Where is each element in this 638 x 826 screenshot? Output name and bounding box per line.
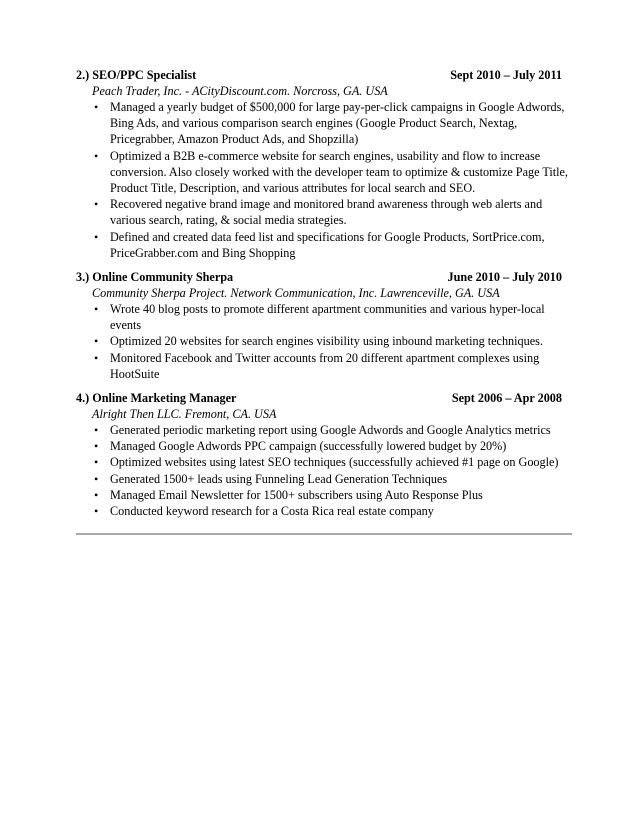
job-entry-online-community-sherpa [76,269,572,382]
bullet-text: Generated periodic marketing report using Google Adwords and Google Analytics metrics [110,423,551,438]
job-dates: Sept 2010 – July 2011 [450,68,562,82]
job-bullet-list [76,301,572,382]
job-header [76,390,572,406]
bullet-icon: • [94,302,99,317]
job-title: 4.) Online Marketing Manager [76,391,237,406]
list-item [94,471,572,487]
job-bullet-list [76,422,572,519]
resume-page [76,67,572,527]
company-line: Peach Trader, Inc. - ACityDiscount.com. Norcross, GA. USA [92,84,388,98]
bullet-text: Recovered negative brand image and monitored brand awareness through web alerts and various search, rating, & social media strategies. [110,197,543,228]
job-header [76,269,572,285]
job-entry-seo-ppc-specialist [76,67,572,261]
bullet-icon: • [94,487,99,502]
bullet-icon: • [94,504,99,519]
list-item [94,350,572,382]
bullet-text: Optimized websites using latest SEO techniques (successfully achieved #1 page on Google) [110,455,559,470]
job-entry-online-marketing-manager [76,390,572,519]
bullet-icon: • [94,350,99,365]
bullet-icon: • [94,455,99,470]
list-item [94,422,572,438]
job-dates: June 2010 – July 2010 [447,270,562,285]
bullet-icon: • [94,148,99,163]
list-item [94,438,572,454]
list-item [94,503,572,519]
bullet-icon: • [94,100,99,114]
job-dates: Sept 2006 – Apr 2008 [451,391,562,406]
bullet-text: Generated 1500+ leads using Funneling Lead Generation Techniques [110,471,448,486]
bullet-icon: • [94,439,99,454]
list-item [94,99,572,148]
list-item [94,196,572,228]
job-title: 2.) SEO/PPC Specialist [76,68,197,82]
company-line: Community Sherpa Project. Network Communication, Inc. Lawrenceville, GA. USA [92,286,500,301]
bullet-icon: • [94,197,99,212]
bullet-text: Defined and created data feed list and specifications for Google Products, SortPrice.com, PriceGrabber.com and Bing Shopping [110,229,545,260]
company-line: Alright Then LLC. Fremont, CA. USA [92,407,277,422]
list-item [94,454,572,470]
bullet-text: Conducted keyword research for a Costa Rica real estate company [110,504,434,519]
job-bullet-list [76,99,572,261]
list-item [94,301,572,333]
bullet-text: Wrote 40 blog posts to promote different apartment communities and various hyper-local events [110,302,545,333]
bullet-icon: • [94,229,99,244]
bullet-text: Optimized 20 websites for search engines visibility using inbound marketing techniques. [110,334,543,349]
section-divider [76,533,572,535]
list-item [94,229,572,261]
bullet-text: Monitored Facebook and Twitter accounts from 20 different apartment complexes using HootSuite [110,350,540,381]
job-header [76,67,572,83]
bullet-icon: • [94,334,99,349]
bullet-text: Managed a yearly budget of $500,000 for large pay-per-click campaigns in Google Adwords, Bing Ads, and various comparison search engines (Google Product Search, Nextag, Pricegrabber, Amazon Product Ads, and Shopzilla) [110,100,565,147]
bullet-text: Managed Email Newsletter for 1500+ subscribers using Auto Response Plus [110,487,483,502]
bullet-icon: • [94,471,99,486]
bullet-icon: • [94,423,99,438]
list-item [94,333,572,349]
job-title: 3.) Online Community Sherpa [76,270,234,285]
list-item [94,148,572,197]
bullet-text: Optimized a B2B e-commerce website for search engines, usability and flow to increase conversion. Also closely worked with the developer team to optimize & customize Page Title, Product Title, Description, and various attributes for local search and SEO. [110,148,568,196]
list-item [94,487,572,503]
bullet-text: Managed Google Adwords PPC campaign (successfully lowered budget by 20%) [110,439,507,454]
